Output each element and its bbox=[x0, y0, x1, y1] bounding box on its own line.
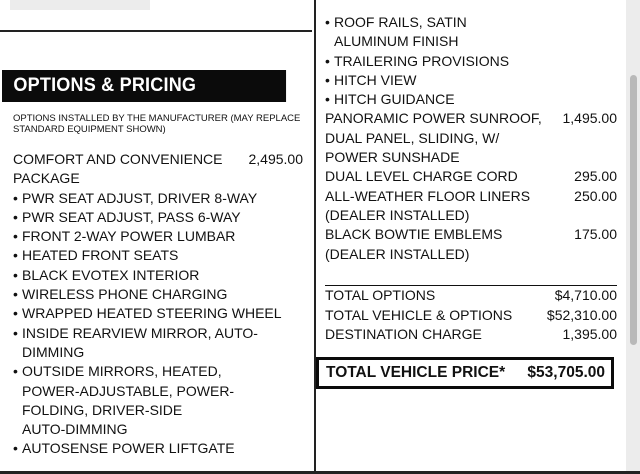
bullet-icon: • bbox=[325, 14, 330, 30]
destination-row bbox=[325, 325, 617, 345]
list-item: • WIRELESS PHONE CHARGING bbox=[13, 285, 303, 304]
list-item: • HEATED FRONT SEATS bbox=[13, 246, 303, 265]
total-vehicle-value: $52,310.00 bbox=[546, 306, 617, 323]
bullet-icon: • bbox=[13, 305, 18, 322]
option-price: 295.00 bbox=[574, 168, 617, 185]
bullet-icon: • bbox=[13, 189, 18, 206]
option-row bbox=[325, 109, 617, 128]
option-desc: (DEALER INSTALLED) bbox=[325, 245, 470, 262]
package-header bbox=[13, 150, 303, 169]
list-item: • OUTSIDE MIRRORS, HEATED, bbox=[13, 362, 303, 381]
option-price: 250.00 bbox=[574, 187, 617, 204]
option-price: 1,495.00 bbox=[562, 110, 617, 127]
list-item: • ROOF RAILS, SATIN bbox=[325, 13, 617, 32]
total-vehicle-label: TOTAL VEHICLE & OPTIONS bbox=[325, 306, 513, 323]
option-desc: POWER SUNSHADE bbox=[325, 149, 460, 166]
list-item-cont: FOLDING, DRIVER-SIDE bbox=[22, 401, 183, 418]
list-item-cont: DIMMING bbox=[22, 343, 85, 360]
bullet-icon: • bbox=[325, 52, 330, 69]
option-desc: DUAL PANEL, SLIDING, W/ bbox=[325, 129, 500, 146]
option-row bbox=[325, 225, 617, 244]
option-name: PANORAMIC POWER SUNROOF, bbox=[325, 110, 542, 127]
grand-total-value: $53,705.00 bbox=[527, 364, 605, 381]
list-item: • PWR SEAT ADJUST, PASS 6-WAY bbox=[13, 208, 303, 227]
list-item: • WRAPPED HEATED STEERING WHEEL bbox=[13, 304, 303, 323]
package-name-cont: PACKAGE bbox=[13, 170, 80, 187]
bullet-icon: • bbox=[13, 228, 18, 245]
list-item: • FRONT 2-WAY POWER LUMBAR bbox=[13, 227, 303, 246]
bullet-icon: • bbox=[13, 363, 18, 380]
bullet-icon: • bbox=[325, 71, 330, 88]
section-title: OPTIONS & PRICING bbox=[2, 70, 286, 102]
option-name: ALL-WEATHER FLOOR LINERS bbox=[325, 187, 531, 204]
list-item-cont: AUTO-DIMMING bbox=[22, 421, 128, 438]
options-section bbox=[325, 13, 617, 264]
package-section bbox=[13, 150, 303, 459]
list-item: • BLACK EVOTEX INTERIOR bbox=[13, 266, 303, 285]
list-item: • AUTOSENSE POWER LIFTGATE bbox=[13, 439, 303, 458]
list-item: • INSIDE REARVIEW MIRROR, AUTO- bbox=[13, 324, 303, 343]
option-price: 175.00 bbox=[574, 226, 617, 243]
option-row bbox=[325, 187, 617, 206]
bullet-icon: • bbox=[325, 91, 330, 108]
package-name: COMFORT AND CONVENIENCE bbox=[13, 151, 223, 167]
total-options-value: $4,710.00 bbox=[554, 287, 617, 303]
scrollbar-thumb[interactable] bbox=[630, 75, 637, 345]
section-divider bbox=[0, 30, 312, 32]
list-item: • HITCH VIEW bbox=[325, 71, 617, 90]
bullet-icon: • bbox=[13, 208, 18, 225]
option-name: BLACK BOWTIE EMBLEMS bbox=[325, 226, 503, 243]
total-vehicle-row bbox=[325, 306, 617, 326]
top-fragment bbox=[10, 0, 150, 10]
option-name: DUAL LEVEL CHARGE CORD bbox=[325, 168, 518, 185]
bullet-icon: • bbox=[13, 247, 18, 264]
manufacturer-note: OPTIONS INSTALLED BY THE MANUFACTURER (MAY REPLACE STANDARD EQUIPMENT SHOWN) bbox=[13, 113, 301, 135]
option-desc: (DEALER INSTALLED) bbox=[325, 206, 470, 223]
bullet-icon: • bbox=[13, 266, 18, 283]
bullet-icon: • bbox=[13, 440, 18, 457]
list-item-cont: POWER-ADJUSTABLE, POWER- bbox=[22, 382, 235, 399]
destination-label: DESTINATION CHARGE bbox=[325, 326, 482, 342]
bullet-icon: • bbox=[13, 286, 18, 303]
total-vehicle-price-box bbox=[316, 357, 614, 389]
bullet-icon: • bbox=[13, 324, 18, 341]
list-item: • PWR SEAT ADJUST, DRIVER 8-WAY bbox=[13, 189, 303, 208]
column-divider bbox=[314, 0, 316, 474]
package-price: 2,495.00 bbox=[248, 151, 303, 167]
scrollbar[interactable] bbox=[626, 0, 640, 474]
totals-section bbox=[325, 285, 617, 345]
grand-total-label: TOTAL VEHICLE PRICE* bbox=[326, 364, 506, 381]
destination-value: 1,395.00 bbox=[562, 326, 617, 342]
option-row bbox=[325, 167, 617, 186]
list-item-cont: ALUMINUM FINISH bbox=[334, 33, 459, 50]
list-item: • TRAILERING PROVISIONS bbox=[325, 52, 617, 71]
list-item: • HITCH GUIDANCE bbox=[325, 90, 617, 109]
total-options-row bbox=[325, 286, 617, 306]
total-options-label: TOTAL OPTIONS bbox=[325, 287, 436, 303]
